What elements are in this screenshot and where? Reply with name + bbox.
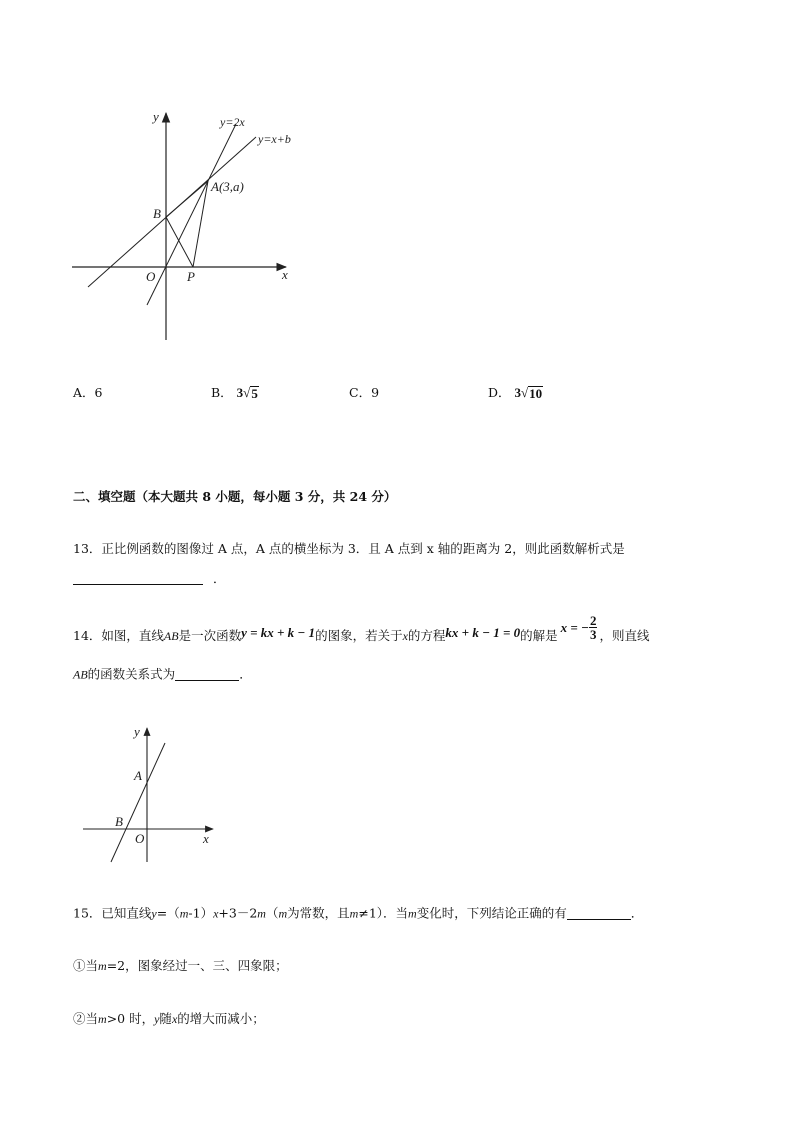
q15-m2: m (257, 906, 266, 921)
q13-text: 13．正比例函数的图像过 A 点，A 点的横坐标为 3．且 A 点到 x 轴的距离为 2，则此函数解析式是 (73, 541, 625, 556)
line-2x-label: y=2x (220, 115, 245, 129)
section-2-heading: 二、填空题（本大题共 8 小题，每小题 3 分，共 24 分） (73, 489, 397, 504)
q15-m4: m (349, 906, 359, 921)
q14-ab-1: AB (163, 629, 179, 643)
option-b-value: 3 √ 5 (236, 385, 258, 401)
s2-m: m (98, 1012, 107, 1026)
q13-answer-line (73, 572, 226, 585)
fig2-point-b-label: B (115, 814, 123, 829)
point-a-label: A(3,a) (211, 179, 244, 194)
q14-part7: 的函数关系式为 (87, 666, 176, 682)
option-d-radicand: 10 (529, 386, 543, 401)
fig2-axis-x-label: x (203, 831, 209, 846)
q14-sol-den: 3 (589, 626, 597, 642)
q14-end: ． (239, 666, 252, 682)
statement-2 (73, 1013, 265, 1026)
s2-x: x (171, 1012, 178, 1026)
q15-y: y (151, 906, 157, 921)
option-a-value: 6 (94, 385, 103, 400)
point-p-label: P (187, 269, 195, 284)
segment-ba (166, 181, 208, 217)
statement-1 (73, 960, 288, 973)
q15-p1: 15．已知直线 (73, 905, 152, 921)
point-o-label: O (146, 269, 156, 284)
q14-part5: 的解是 (520, 627, 558, 643)
q15-p6: 为常数，且 (287, 905, 350, 921)
question-14-line2 (73, 668, 252, 681)
question-13 (73, 543, 625, 556)
q15-p5: （ (265, 905, 279, 921)
option-a (73, 387, 102, 400)
option-d (488, 381, 543, 401)
q15-m3: m (278, 906, 288, 921)
q14-solution (561, 614, 598, 641)
q14-answer-blank[interactable] (175, 668, 239, 681)
q14-part2: 是一次函数 (178, 627, 242, 643)
option-b-coef: 3 (236, 385, 244, 400)
q15-m1: m (179, 906, 189, 921)
segment-bp (166, 217, 193, 267)
fig2-axis-y-label: y (134, 724, 140, 739)
option-d-value: 3 √ 10 (514, 385, 543, 401)
point-b-label: B (153, 206, 161, 221)
s1-p1: ①当 (73, 958, 99, 973)
q15-m5: m (408, 906, 417, 921)
q15-p4: +3－2 (218, 905, 258, 921)
option-b (211, 381, 259, 401)
figure-2 (78, 722, 223, 867)
option-a-label: A． (73, 385, 95, 400)
q14-formula-1: y = kx + k − 1 (241, 624, 316, 640)
s2-p2: >0 时， (106, 1011, 155, 1026)
fig2-point-o-label: O (135, 831, 145, 846)
axis-x-label: x (282, 267, 288, 282)
q14-formula-2: kx + k − 1 = 0 (445, 624, 521, 640)
q14-ab-2: AB (73, 667, 88, 682)
option-d-label: D． (488, 385, 511, 400)
q15-p7: ≠1）．当 (358, 905, 409, 921)
segment-pa (193, 181, 208, 267)
q14-part6: ，则直线 (599, 627, 650, 643)
q14-part1: 14．如图，直线 (73, 627, 164, 643)
q13-end: ． (212, 570, 226, 586)
option-d-coef: 3 (514, 385, 522, 400)
question-15 (73, 907, 643, 920)
q13-answer-blank[interactable] (73, 572, 203, 585)
q14-part3: 的图象，若关于 (315, 627, 403, 643)
option-b-label: B． (211, 385, 233, 400)
option-c-label: C． (349, 385, 372, 400)
option-b-radicand: 5 (251, 386, 258, 401)
q15-p8: 变化时，下列结论正确的有 (416, 905, 567, 921)
q14-x-var: x (402, 629, 408, 643)
q15-x: x (213, 906, 219, 921)
q14-sol-x: x = − (560, 619, 589, 635)
s2-p3: 随 (159, 1011, 172, 1026)
q14-sol-num: 2 (589, 612, 597, 628)
q15-p2: =（ (156, 905, 180, 921)
s1-m: m (98, 959, 107, 973)
s2-p1: ②当 (73, 1011, 99, 1026)
q14-sol-fraction (589, 614, 598, 641)
option-c-value: 9 (371, 385, 380, 400)
fig2-point-a-label: A (134, 768, 142, 783)
question-14-line1 (73, 612, 650, 654)
option-c (349, 387, 379, 400)
figure-1 (60, 105, 310, 345)
line-xb-label: y=x+b (258, 132, 291, 146)
q15-end: ． (630, 905, 644, 921)
q15-answer-blank[interactable] (567, 907, 631, 920)
q15-p3: -1） (188, 905, 214, 921)
s1-p2: =2，图象经过一、三、四象限； (106, 958, 288, 973)
s2-p4: 的增大而减小； (177, 1011, 265, 1026)
axis-y-label: y (153, 109, 159, 124)
s2-y: y (154, 1012, 160, 1026)
q14-part4: 的方程 (407, 627, 446, 643)
